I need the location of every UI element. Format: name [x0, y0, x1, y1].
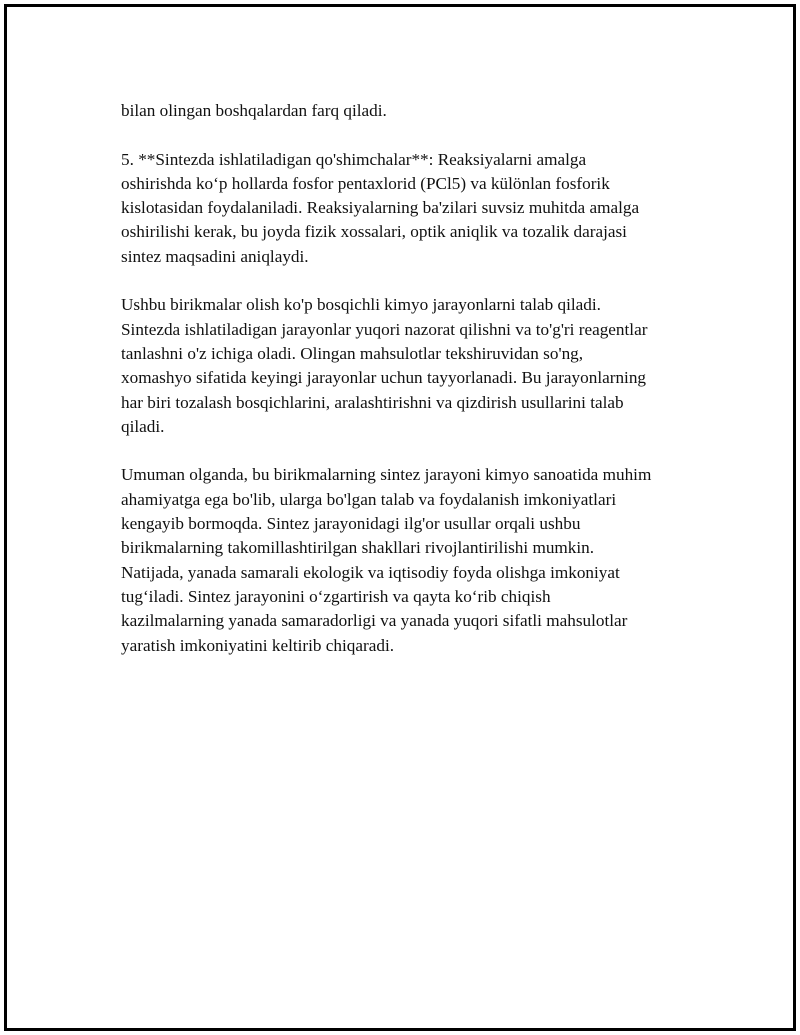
paragraph-processes: Ushbu birikmalar olish ko'p bosqichli kimyo jarayonlarni talab qiladi. Sintezda ishlatiladigan jarayonlar yuqori nazorat qilishni va to'g'ri reagentlar tanlashni o'z ichiga oladi. Olingan mahsulotlar tekshiruvidan so'ng, xomashyo sifatida keyingi jarayonlar uchun tayyorlanadi. Bu jarayonlarning har biri tozalash bosqichlarini, aralashtirishni va qizdirish usullarini talab qiladi. — [121, 295, 648, 436]
paragraph-conclusion: Umuman olganda, bu birikmalarning sintez jarayoni kimyo sanoatida muhim ahamiyatga ega bo'lib, ularga bo'lgan talab va foydalanish imkoniyatlari kengayib bormoqda. Sintez jarayonidagi ilg'or usullar orqali ushbu birikmalarning takomillashtirilgan shakllari rivojlantirilishi mumkin. Natijada, yanada samarali ekologik va iqtisodiy foyda olishga imkoniyat tug‘iladi. Sintez jarayonini o‘zgartirish va qayta ko‘rib chiqish kazilmalarning yanada samaradorligi va yanada yuqori sifatli mahsulotlar yaratish imkoniyatini keltirib chiqaradi. — [121, 465, 652, 655]
page-frame — [4, 4, 796, 1031]
document-body — [121, 99, 701, 682]
paragraph-additives: 5. **Sintezda ishlatiladigan qo'shimchalar**: Reaksiyalarni amalga oshirishda ko‘p hollarda fosfor pentaxlorid (PCl5) va különlan fosforik kislotasidan foydalaniladi. Reaksiyalarning ba'zilari suvsiz muhitda amalga oshirilishi kerak, bu joyda fizik xossalari, optik aniqlik va tozalik darajasi sintez maqsadini aniqlaydi. — [121, 149, 640, 266]
paragraph-continuation: bilan olingan boshqalardan farq qiladi. — [121, 101, 387, 120]
